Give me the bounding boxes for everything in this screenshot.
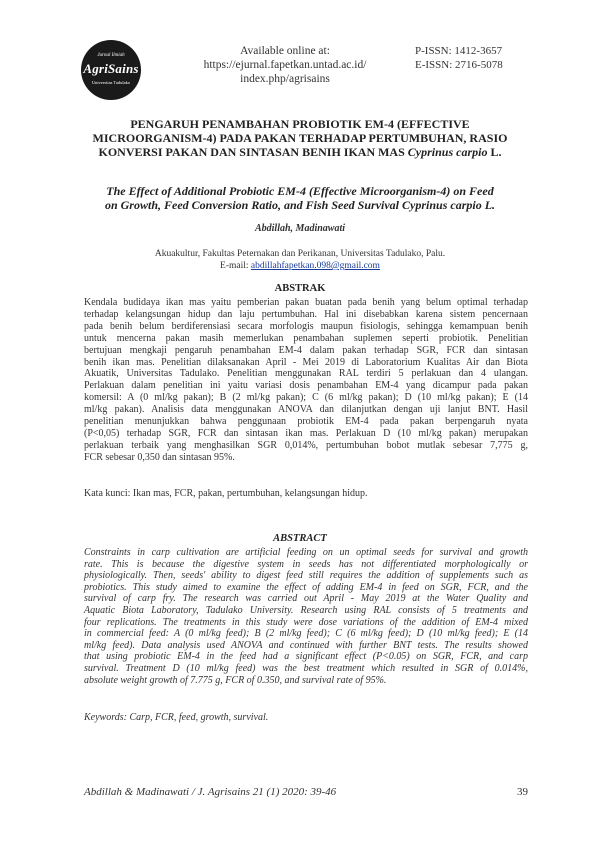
title-en-line1: The Effect of Additional Probiotic EM-4 (Effective Microorganism-4) on Feed	[106, 184, 494, 198]
logo-top-text: Jurnal Ilmiah	[97, 53, 125, 58]
abstract-line: Aquatic Biota Laboratory, Tadulako University. Research using RAL consists of 5 treatments and	[84, 604, 528, 616]
online-url-line2[interactable]: index.php/agrisains	[240, 73, 330, 85]
abstract-line: absolute weight growth of 7.775 g, FCR of 0.350, and survival rate of 95%.	[84, 674, 387, 686]
abstract-line: four replications. The treatments in this study were dose variations of the addition of EM-4 mixed	[84, 616, 528, 628]
p-issn: P-ISSN: 1412-3657	[415, 45, 503, 57]
abstrak-line: FCR sebesar 0,350 dan sintasan 95%.	[84, 451, 235, 463]
abstract-line: that using probiotic EM-4 in the feed had a significant effect (P<0.05) on SGR, FCR, and carp	[84, 651, 528, 663]
footer-citation: Abdillah & Madinawati / J. Agrisains 21 (1) 2020: 39-46	[84, 786, 337, 798]
title-id-line3-prefix: KONVERSI PAKAN DAN SINTASAN BENIH IKAN MAS	[98, 145, 405, 159]
email-link[interactable]: abdillahfapetkan.098@gmail.com	[250, 261, 380, 271]
abstrak-line: Akuatik, Universitas Tadulako. Penelitian menggunakan RAL terdiri 5 perlakuan dan 4 ulangan.	[84, 368, 528, 380]
affiliation-line: Akuakultur, Fakultas Peternakan dan Perikanan, Universitas Tadulako, Palu.	[154, 249, 446, 259]
affiliation	[0, 248, 600, 272]
abstrak-line: pada benih belum berdiferensiasi secara morfologis maupun fisiologis, sehingga kemampuan benih	[84, 320, 528, 332]
authors: Abdillah, Madinawati	[254, 223, 346, 234]
logo-bottom-text: Universitas Tadulako	[91, 80, 131, 85]
abstrak-line: Kendala budidaya ikan mas yaitu pemberian pakan buatan pada benih yang belum optimal terhadap	[84, 297, 528, 308]
keywords: Keywords: Carp, FCR, feed, growth, survival.	[84, 712, 269, 723]
title-id-species: Cyprinus carpio	[407, 145, 488, 159]
kata-kunci: Kata kunci: Ikan mas, FCR, pakan, pertumbuhan, kelangsungan hidup.	[84, 488, 368, 499]
abstract-line: in commercial feed: A (0 ml/kg feed); B (2 ml/kg feed); C (6 ml/kg feed); D (10 ml/kg feed); E (14	[84, 628, 528, 640]
logo-name: AgriSains	[83, 61, 139, 76]
abstrak-line: terhadap kelangsungan hidup dan laju pertumbuhan. Hal ini disebabkan karena sistem pencernaan	[84, 308, 528, 320]
title-id-line3	[76, 145, 524, 159]
abstract-line: survival. Treatment D (10 ml/kg feed) was the best treatment which resulted in SGR of 0.014%,	[84, 662, 528, 674]
online-url-line1[interactable]: https://ejurnal.fapetkan.untad.ac.id/	[203, 59, 367, 71]
online-label: Available online at:	[240, 45, 330, 57]
abstract-line: physiologically. Then, seeds' ability to digest feed still requires the addition of supplements such as	[84, 570, 528, 582]
title-id-line1: PENGARUH PENAMBAHAN PROBIOTIK EM-4 (EFFECTIVE	[130, 117, 470, 131]
abstrak-line: komersil: A (0 ml/kg pakan); B (2 ml/kg pakan); C (6 ml/kg pakan); D (10 ml/kg pakan); E (14	[84, 392, 528, 404]
abstract-body	[84, 547, 528, 686]
email-line	[0, 260, 600, 272]
abstract-heading: ABSTRACT	[273, 533, 327, 544]
title-indonesian	[76, 117, 524, 159]
title-id-line3-suffix: L.	[487, 145, 502, 159]
abstract-line: rate. This is because the digestive system in seeds has not differentiated morphologically or	[84, 558, 528, 570]
abstrak-body	[84, 297, 528, 464]
journal-logo	[81, 40, 141, 100]
abstrak-line: Perlakuan dalam penelitian ini yaitu variasi dosis penambahan EM-4 yang dicampur pada pakan	[84, 380, 528, 392]
online-availability	[190, 44, 380, 86]
abstract-line: Constraints in carp cultivation are artificial feeding on un optimal seeds for survival and growth	[84, 547, 528, 558]
abstrak-line: (P<0,05) terhadap SGR, FCR dan sintasan ikan mas. Perlakuan D (10 ml/kg pakan) merupakan	[84, 427, 528, 439]
abstract-line: ml/kg feed). Data analysis used ANOVA and continued with further BNT tests. The results showed	[84, 639, 528, 651]
abstrak-line: penelitian menunjukkan bahwa penggunaan probiotik EM-4 pada pakan berpengaruh nyata	[84, 416, 528, 428]
abstrak-line: perlakuan terbaik yang menghasilkan SGR 0,014%, pertumbuhan bobot mutlak sebesar 7,775 g,	[84, 439, 528, 451]
e-issn: E-ISSN: 2716-5078	[415, 59, 503, 71]
abstrak-line: benih ikan mas. Penelitian dilaksanakan April - Mei 2019 di Laboratorium Kualitas Air dan Biota	[84, 356, 528, 368]
page-number: 39	[517, 786, 528, 798]
issn-block	[415, 44, 545, 72]
abstrak-line: untuk mencerna pakan masih memerlukan penambahan suplemen seperti probiotik. Penelitian	[84, 332, 528, 344]
abstrak-line: bertujuan mengkaji pengaruh penambahan EM-4 dalam pakan terhadap SGR, FCR dan sintasan	[84, 344, 528, 356]
title-id-line2: MICROORGANISM-4) PADA PAKAN TERHADAP PERTUMBUHAN, RASIO	[92, 131, 508, 145]
email-label: E-mail:	[220, 261, 251, 271]
title-en-line2: on Growth, Feed Conversion Ratio, and Fish Seed Survival Cyprinus carpio L.	[104, 198, 496, 212]
abstract-line: survival of carp fry. The research was carried out April - May 2019 at the Water Quality and	[84, 593, 528, 605]
title-english	[80, 184, 520, 212]
abstract-line: probiotics. This study aimed to examine the effect of adding EM-4 in feed on SGR, FCR, and the	[84, 581, 528, 593]
abstrak-line: ml/kg pakan). Analisis data menggunakan ANOVA dan dilanjutkan dengan uji lanjut BNT. Hasil	[84, 404, 528, 416]
abstrak-heading: ABSTRAK	[274, 283, 326, 294]
